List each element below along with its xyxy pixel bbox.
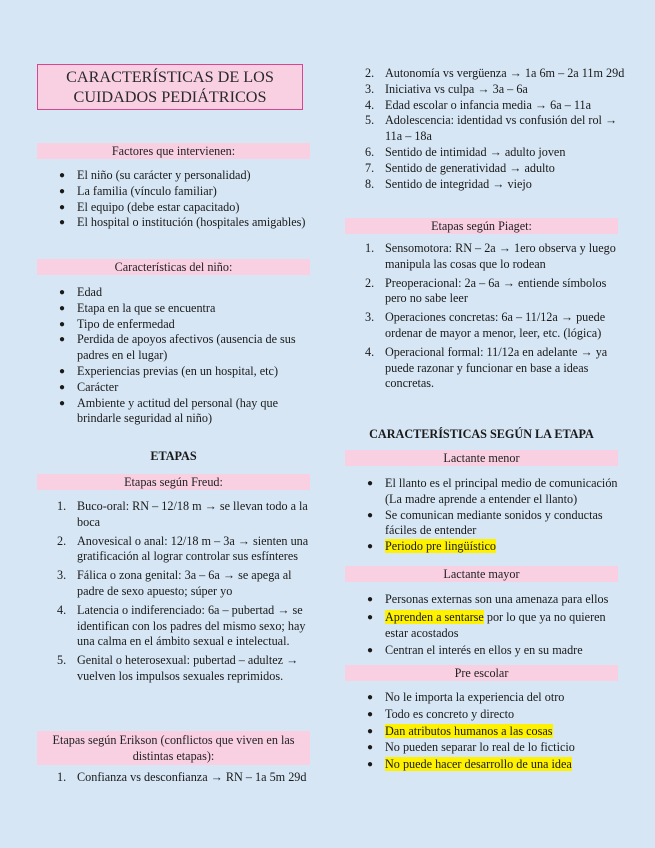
list-item-text: Experiencias previas (en un hospital, etc) [77,363,279,378]
list-item-text: No le importa la experiencia del otro [385,690,565,704]
list-item-text: Operacional formal: 11/12a en adelante → ya puede razonar y funcionar en base a ideas concretas. [385,344,608,391]
bullet-icon: ● [59,170,66,181]
list-item-text: Preoperacional: 2a – 6a → entiende símbolos pero no sabe leer [385,275,607,306]
list-item-text: Genital o heterosexual: pubertad – adultez → vuelven los impulsos sexuales reprimidos. [77,653,299,683]
piaget-heading: Etapas según Piaget: [345,218,618,234]
list-item [37,301,315,317]
list-item-text: Fálica o zona genital: 3a – 6a → se apega al padre de sexo apuesto; súper yo [77,568,292,598]
list-item-text: Confianza vs desconfianza → RN – 1a 5m 29d [77,770,307,784]
list-item [345,690,625,706]
list-item-text: Sensomotora: RN – 2a → 1ero observa y luego manipula las cosas que lo rodean [385,241,616,271]
list-item-text: Perdida de apoyos afectivos (ausencia de sus padres en el lugar) [77,332,296,363]
list-item-text: Carácter [77,379,119,394]
erikson-heading: Etapas según Erikson (conflictos que viven en las distintas etapas): [37,731,310,765]
bullet-icon: ● [367,594,374,605]
bullet-icon: ● [59,381,66,393]
freud-heading: Etapas según Freud: [37,474,310,490]
list-item [37,568,315,600]
list-item [345,757,625,773]
list-number: 4. [57,602,67,617]
list-item-text: No pueden separar lo real de lo ficticio [385,740,575,755]
list-item [345,177,625,193]
bullet-icon: ● [59,397,66,409]
list-item [345,592,625,608]
lactante-menor-heading: Lactante menor [345,450,618,466]
list-item-text: Centran el interés en ellos y en su madre [385,643,583,658]
caracteristicas-nino-heading: Características del niño: [37,259,310,275]
segun-etapa-heading: CARACTERÍSTICAS SEGÚN LA ETAPA [369,427,594,441]
bullet-icon: ● [59,365,66,377]
list-number: 5. [57,653,67,668]
piaget-list [345,241,625,392]
freud-list [37,499,315,685]
list-number: 1. [57,499,67,513]
list-item-text: Edad [77,285,103,299]
caracteristicas-nino-list [37,285,315,427]
list-item [37,499,315,531]
list-item [345,707,625,723]
bullet-icon: ● [59,201,66,213]
lactante-mayor-list [345,592,625,659]
list-item [37,396,315,428]
list-item [345,508,625,540]
list-item-text: Iniciativa vs culpa → 3a – 6a [385,81,528,96]
bullet-icon: ● [367,692,374,703]
highlighted-text: Periodo pre lingüístico [385,539,497,554]
list-item [345,145,625,161]
bullet-icon: ● [367,478,374,489]
list-number: 2. [365,275,375,290]
list-item [345,610,625,642]
list-item-text: Latencia o indiferenciado: 6a – pubertad → se identifican con los padres del mismo sexo; hay una calma en el ámbito sexual e intelectual. [77,602,306,649]
list-item-text: Buco-oral: RN – 12/18 m → se llevan todo a la boca [77,499,308,529]
bullet-icon: ● [59,287,66,298]
bullet-icon: ● [367,541,374,553]
list-item [345,161,625,177]
list-item [345,539,625,555]
list-item-text: Personas externas son una amenaza para ellos [385,592,609,606]
list-item [345,276,625,308]
list-number: 3. [365,81,375,96]
list-number: 8. [365,176,375,191]
bullet-icon: ● [367,708,374,720]
list-item [37,603,315,650]
list-item [345,113,625,145]
erikson-list-right [345,66,625,192]
bullet-icon: ● [59,185,66,197]
list-item [37,184,315,200]
pre-escolar-heading: Pre escolar [345,665,618,681]
list-item [345,310,625,342]
list-item-text: Todo es concreto y directo [385,706,515,721]
list-number: 1. [365,241,375,255]
list-item [345,241,625,273]
list-item-text: El niño (su carácter y personalidad) [77,168,251,182]
list-item [37,215,315,231]
page-title [37,64,303,110]
list-item [37,200,315,216]
list-item-text: Anovesical o anal: 12/18 m – 3a → sienten una gratificación al lograr controlar sus esfínteres [77,533,309,564]
erikson-list-left [37,770,315,786]
list-item [37,364,315,380]
lactante-menor-list [345,476,625,555]
list-item-text: Sentido de integridad → viejo [385,176,532,191]
list-number: 7. [365,160,375,175]
list-item-text: Sentido de generatividad → adulto [385,160,555,175]
list-number: 3. [57,568,67,583]
bullet-icon: ● [367,611,374,623]
bullet-icon: ● [59,302,66,314]
list-number: 4. [365,344,375,359]
list-number: 6. [365,144,375,159]
list-item [345,724,625,740]
bullet-icon: ● [367,509,374,521]
list-number: 2. [365,66,375,80]
list-item-text: Sentido de intimidad → adulto joven [385,144,566,159]
list-item-text: Autonomía vs vergüenza → 1a 6m – 2a 11m 29d [385,66,625,80]
list-item [37,653,315,685]
list-item [345,643,625,659]
list-item [37,332,315,364]
list-item [345,82,625,98]
etapas-heading: ETAPAS [150,449,197,463]
bullet-icon: ● [367,759,374,771]
lactante-mayor-heading: Lactante mayor [345,566,618,582]
list-item [345,345,625,392]
list-item-text: Ambiente y actitud del personal (hay que brindarle seguridad al niño) [77,395,279,426]
list-item-text: Se comunican mediante sonidos y conductas fáciles de entender [385,507,603,538]
list-item [37,534,315,566]
list-item [345,476,625,508]
highlighted-text: No puede hacer desarrollo de una idea [385,757,572,772]
list-number: 1. [57,770,67,784]
list-item-text: por lo que ya no quieren estar acostados [385,609,606,640]
title-line-1: CARACTERÍSTICAS DE LOS [66,68,274,86]
bullet-icon: ● [59,318,66,330]
list-number: 4. [365,97,375,112]
list-item-text: La familia (vínculo familiar) [77,183,217,198]
list-number: 5. [365,113,375,128]
bullet-icon: ● [367,725,374,737]
list-item [345,66,625,82]
bullet-icon: ● [367,742,374,754]
highlighted-text: Dan atributos humanos a las cosas [385,723,553,738]
list-number: 2. [57,533,67,548]
pre-escolar-list [345,690,625,773]
list-item [37,317,315,333]
list-item [37,770,315,786]
bullet-icon: ● [367,645,374,657]
list-item-text: Adolescencia: identidad vs confusión del rol → 11a – 18a [385,113,618,144]
bullet-icon: ● [59,334,66,346]
list-number: 3. [365,310,375,325]
list-item-text: Etapa en la que se encuentra [77,300,216,315]
list-item-text: El hospital o institución (hospitales amigables) [77,215,306,230]
title-line-2: CUIDADOS PEDIÁTRICOS [73,88,267,106]
list-item-text: El llanto es el principal medio de comunicación (La madre aprende a entender el llanto) [385,476,618,506]
list-item [37,168,315,184]
list-item-text: El equipo (debe estar capacitado) [77,199,240,214]
list-item-text: Operaciones concretas: 6a – 11/12a → puede ordenar de mayor a menor, leer, etc. (lógica) [385,310,606,340]
bullet-icon: ● [59,217,66,229]
list-item-text: Edad escolar o infancia media → 6a – 11a [385,97,591,112]
list-item-text: Tipo de enfermedad [77,316,175,331]
factores-list [37,168,315,231]
factores-heading: Factores que intervienen: [37,143,310,159]
list-item [37,380,315,396]
list-item [345,740,625,756]
list-item [37,285,315,301]
highlighted-text: Aprenden a sentarse [385,609,484,624]
list-item [345,98,625,114]
